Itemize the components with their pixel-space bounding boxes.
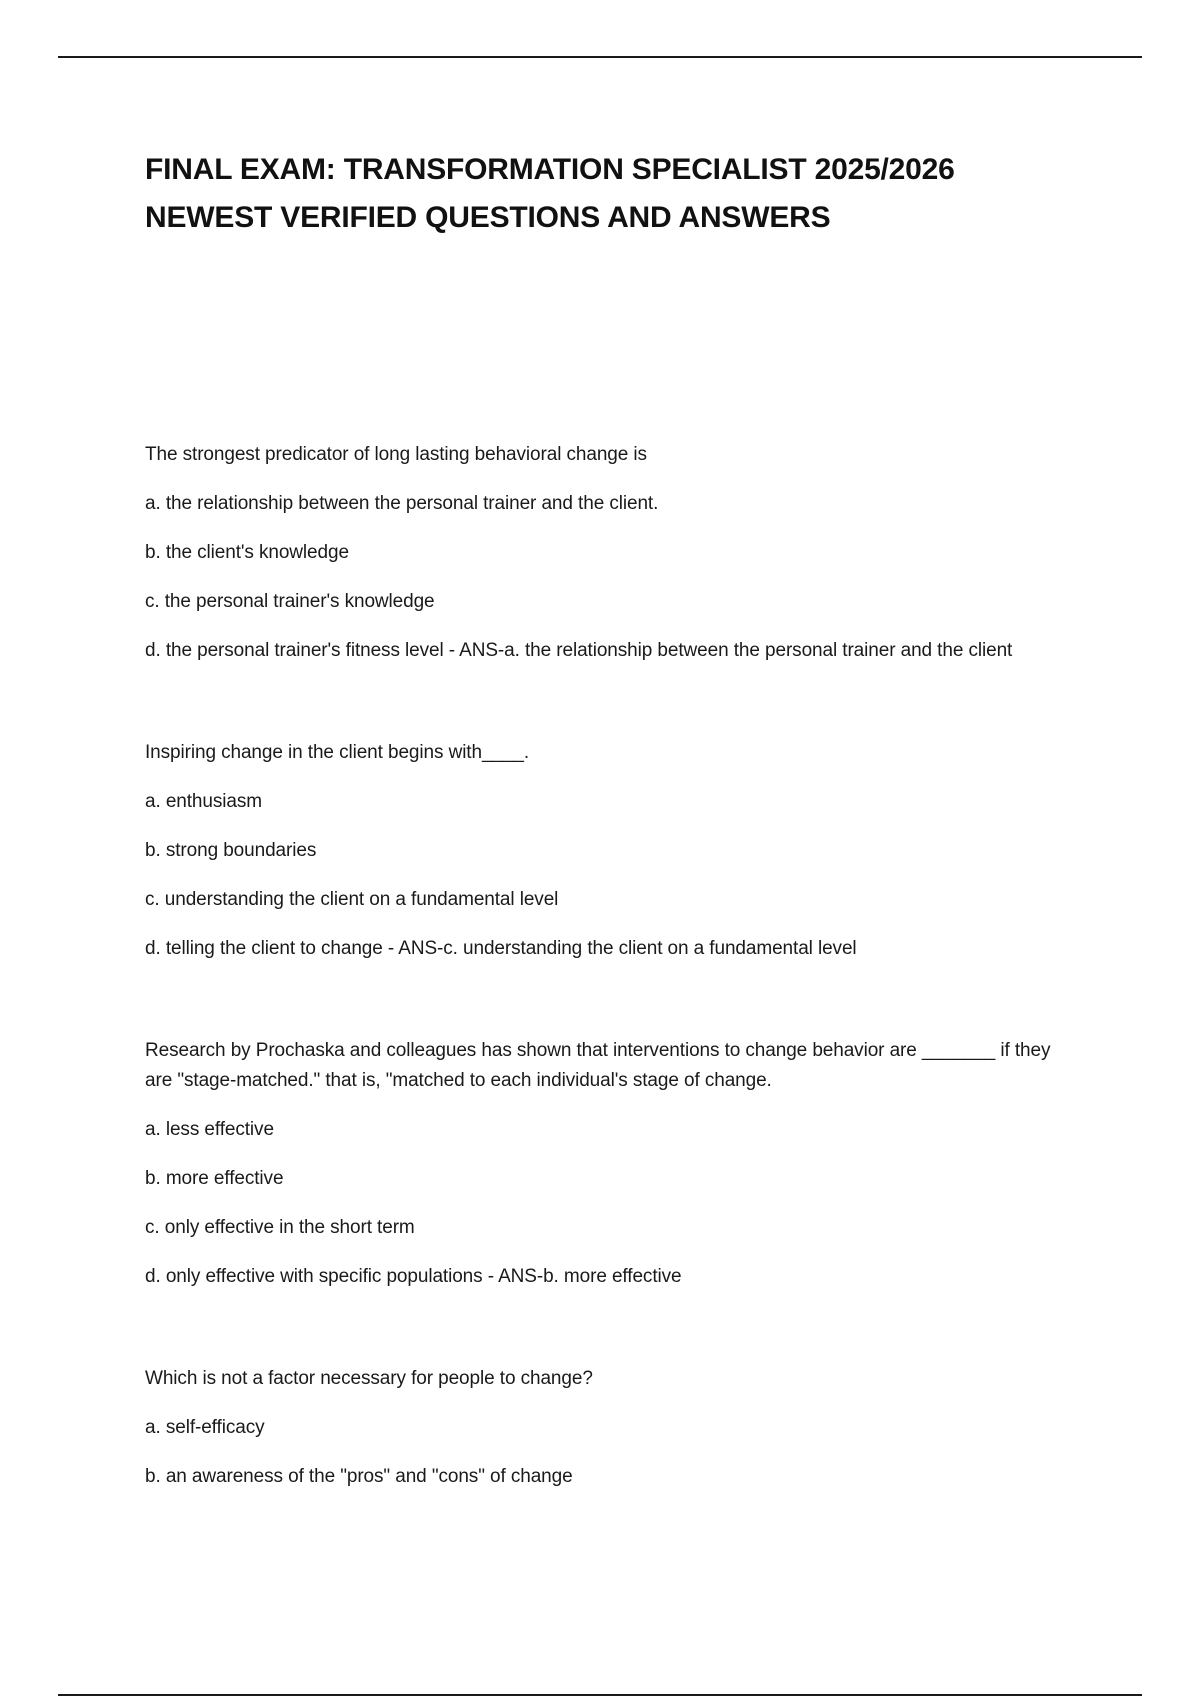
answer-option: b. more effective (145, 1168, 284, 1189)
question-list (145, 440, 1070, 1564)
question-block (145, 1036, 1070, 1292)
answer-option: d. telling the client to change - ANS-c. understanding the client on a fundamental level (145, 938, 857, 959)
answer-option: a. the relationship between the personal trainer and the client. (145, 493, 659, 514)
question-block (145, 738, 1070, 964)
answer-option: d. only effective with specific populations - ANS-b. more effective (145, 1266, 682, 1287)
title-line-2: NEWEST VERIFIED QUESTIONS AND ANSWERS (145, 201, 831, 234)
document-title (145, 146, 1105, 242)
question-block (145, 440, 1070, 666)
question-stem: Which is not a factor necessary for people to change? (145, 1368, 593, 1389)
question-stem: Research by Prochaska and colleagues has shown that interventions to change behavior are _______ if they are "stage-matched." that is, "matched to each individual's stage of change. (145, 1040, 1051, 1091)
answer-option: b. an awareness of the "pros" and "cons" of change (145, 1466, 573, 1487)
answer-option: a. less effective (145, 1119, 274, 1140)
question-stem: The strongest predicator of long lasting behavioral change is (145, 444, 647, 465)
answer-option: a. self-efficacy (145, 1417, 265, 1438)
answer-option: c. understanding the client on a fundamental level (145, 889, 559, 910)
answer-option: b. strong boundaries (145, 840, 317, 861)
header-rule (58, 56, 1142, 58)
answer-option: a. enthusiasm (145, 791, 262, 812)
answer-option: d. the personal trainer's fitness level - ANS-a. the relationship between the personal trainer and the client (145, 640, 1013, 661)
title-line-1: FINAL EXAM: TRANSFORMATION SPECIALIST 2025/2026 (145, 153, 955, 186)
footer-rule (58, 1694, 1142, 1696)
question-stem: Inspiring change in the client begins with____. (145, 742, 530, 763)
question-block (145, 1364, 1070, 1492)
answer-option: b. the client's knowledge (145, 542, 349, 563)
answer-option: c. the personal trainer's knowledge (145, 591, 435, 612)
answer-option: c. only effective in the short term (145, 1217, 415, 1238)
